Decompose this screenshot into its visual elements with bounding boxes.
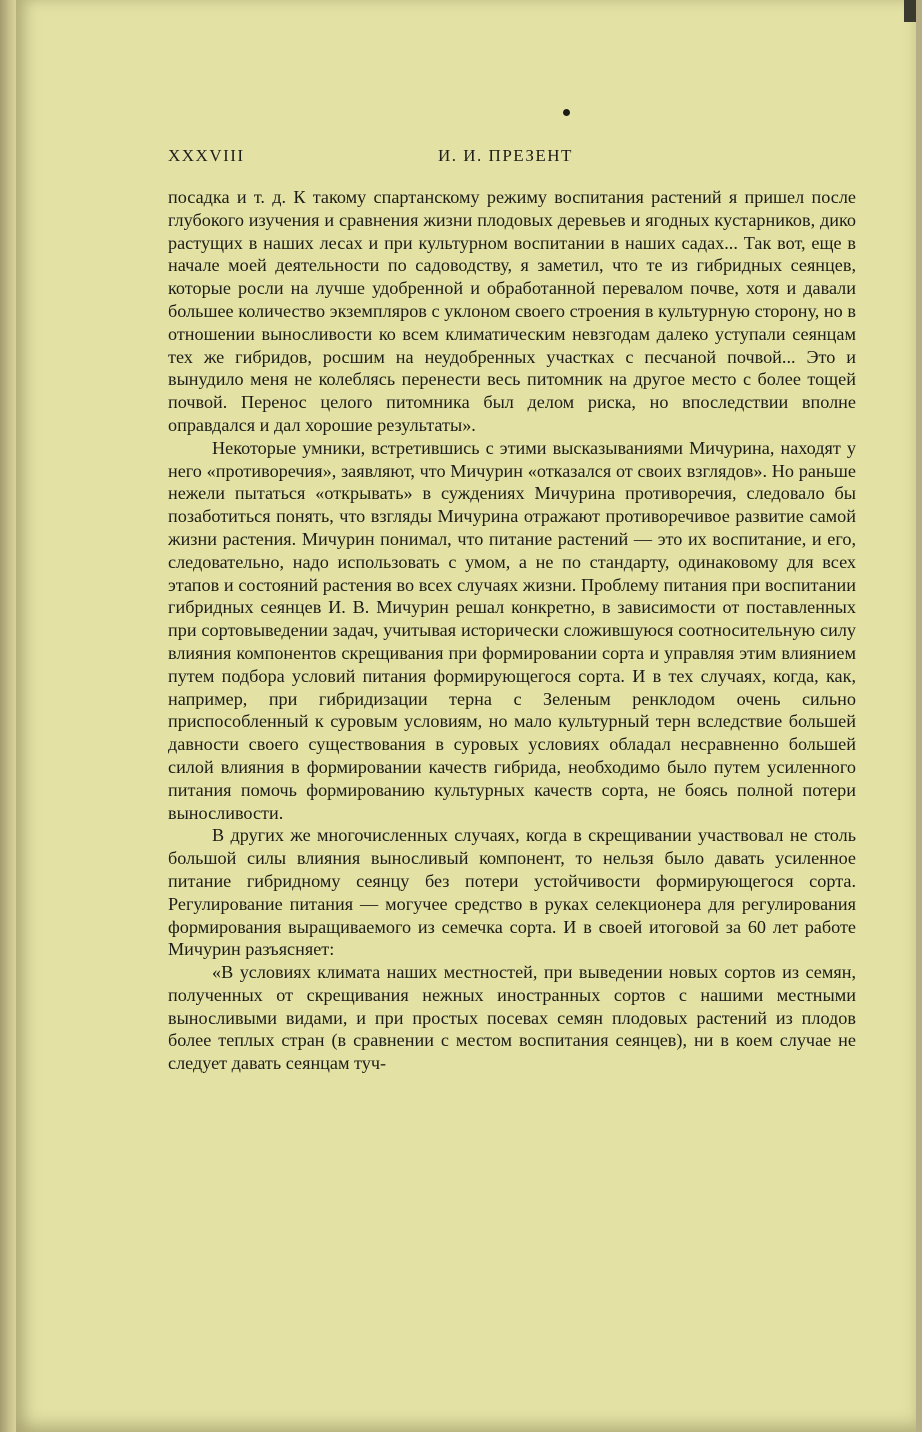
paragraph-quote-continuation: посадка и т. д. К такому спартанскому режиму воспитания растений я пришел после глубокого изучения и сравнения жизни плодовых деревьев и ягодных кустарников, дико растущих в наших лесах и при культурном воспитании в наших садах... Так вот, еще в начале моей деятельности по садоводству, я заметил, что те из гибридных сеянцев, которые росли на лучше удобренной и обработанной перевалом почве, хотя и давали большее количество экземпляров с уклоном своего строения в культурную сторону, но в отношении выносливости ко всем климатическим невзгодам далеко уступали сеянцам тех же гибридов, росшим на неудобренных участках с песчаной почвой... Это и вынудило меня не колеблясь перенести весь питомник на другое место с более тощей почвой. Перенос целого питомника был делом риска, но впоследствии вполне оправдался и дал хорошие результаты». xyxy=(168,187,856,435)
running-head: И. И. ПРЕЗЕНТ xyxy=(438,146,573,165)
paragraph: В других же многочисленных случаях, когда в скрещивании участвовал не столь большой силы влияния выносливый компонент, то нельзя было давать усиленное питание гибридному сеянцу без потери устойчивости формирующегося сорта. Регулирование питания — могучее средство в руках селекционера для регулирования формирования выращиваемого из семечка сорта. И в своей итоговой за 60 лет работе Мичурин разъясняет: xyxy=(168,825,856,960)
page-binding-edge xyxy=(0,0,16,1432)
page-header xyxy=(168,146,858,170)
page-corner-mark xyxy=(904,0,916,22)
page-number: XXXVIII xyxy=(168,146,245,165)
ink-dot xyxy=(563,109,570,116)
paragraph: Некоторые умники, встретившись с этими высказываниями Мичурина, находят у него «противоречия», заявляют, что Мичурин «отказался от своих взглядов». Но раньше нежели пытаться «открывать» в суждениях Мичурина противоречия, следовало бы позаботиться понять, что взгляды Мичурина отражают противоречивое развитие самой жизни растения. Мичурин понимал, что питание растений — это их воспитание, и его, следовательно, надо использовать с умом, а не по стандарту, одинаковому для всех этапов и состояний растения во всех случаях жизни. Проблему питания при воспитании гибридных сеянцев И. В. Мичурин решал конкретно, в зависимости от поставленных при сортовыведении задач, учитывая исторически сложившуюся соотносительную силу влияния компонентов скрещивания при формировании сорта и управляя этим влиянием путем подбора условий питания формирующегося сорта. И в тех случаях, когда, как, например, при гибридизации терна с Зеленым ренклодом очень сильно приспособленный к суровым условиям, но мало культурный терн вследствие большей давности своего существования в суровых условиях обладал несравненно большей силой влияния в формировании качеств гибрида, необходимо было путем усиленного питания помочь формированию культурных качеств сорта, не боясь полной потери выносливости. xyxy=(168,437,856,823)
body-text xyxy=(168,186,856,1075)
paragraph-quote: «В условиях климата наших местностей, при выведении новых сортов из семян, полученных от скрещивания нежных иностранных сортов с нашими местными выносливыми видами, и при простых посевах семян плодовых растений из плодов более теплых стран (в сравнении с местом воспитания сеянцев), ни в коем случае не следует давать сеянцам туч- xyxy=(168,962,856,1074)
